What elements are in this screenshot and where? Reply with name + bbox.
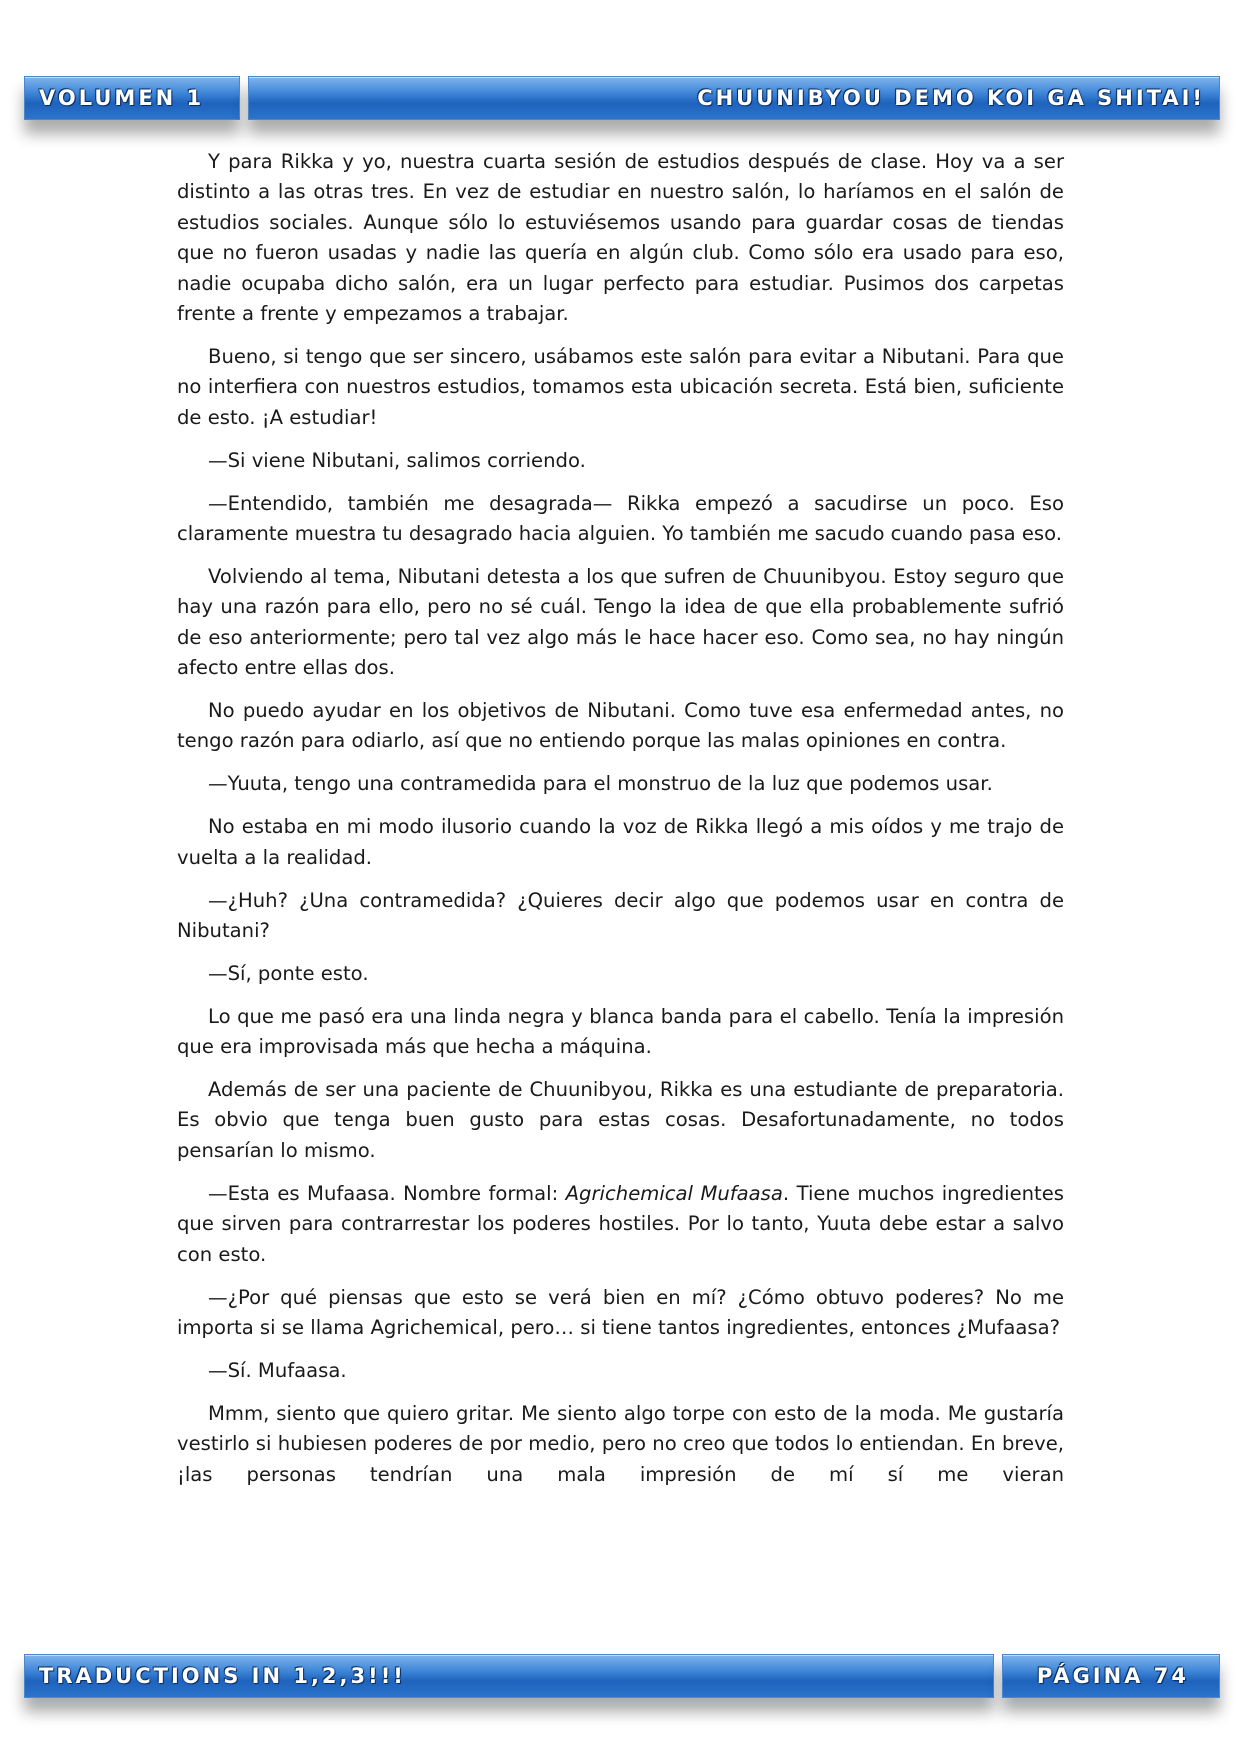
paragraph: —Sí, ponte esto.: [208, 961, 369, 985]
paragraph: —Si viene Nibutani, salimos corriendo.: [208, 448, 586, 472]
paragraph: —Yuuta, tengo una contramedida para el monstruo de la luz que podemos usar.: [208, 772, 993, 796]
paragraph-text: —Esta es Mufaasa. Nombre formal:: [208, 1181, 566, 1205]
paragraph-mufaasa: [177, 1179, 1064, 1270]
footer-credits-bar: [24, 1654, 994, 1698]
header-volume-bar: [24, 76, 240, 120]
footer-page-bar: [1002, 1654, 1220, 1698]
paragraph: —Sí. Mufaasa.: [208, 1358, 347, 1382]
series-title: CHUUNIBYOU DEMO KOI GA SHITAI!: [697, 86, 1205, 110]
paragraph: —¿Por qué piensas que esto se verá bien en mí? ¿Cómo obtuvo poderes? No me importa si se llama Agrichemical, pero… si tiene tantos ingredientes, entonces ¿Mufaasa?: [177, 1285, 1064, 1339]
page-number: PÁGINA 74: [1036, 1664, 1189, 1688]
paragraph: Además de ser una paciente de Chuunibyou, Rikka es una estudiante de preparatoria. Es obvio que tenga buen gusto para estas cosas. Desafortunadamente, no todos pensarían lo mismo.: [177, 1078, 1064, 1162]
paragraph-text: . Tiene muchos ingredientes que sirven para contrarrestar los poderes hostiles. Por lo tanto, Yuuta debe estar a salvo con esto.: [177, 1181, 1064, 1266]
paragraph: No estaba en mi modo ilusorio cuando la voz de Rikka llegó a mis oídos y me trajo de vuelta a la realidad.: [177, 815, 1064, 869]
volume-label: VOLUMEN 1: [39, 86, 205, 110]
header-title-bar: [248, 76, 1220, 120]
credits-label: TRADUCTIONS IN 1,2,3!!!: [39, 1664, 406, 1688]
paragraph: Bueno, si tengo que ser sincero, usábamos este salón para evitar a Nibutani. Para que no interfiera con nuestros estudios, tomamos esta ubicación secreta. Está bien, suficiente de esto. ¡A estudiar!: [177, 344, 1064, 429]
paragraph: Y para Rikka y yo, nuestra cuarta sesión de estudios después de clase. Hoy va a ser distinto a las otras tres. En vez de estudiar en nuestro salón, lo haríamos en el salón de estudios sociales. Aunque sólo lo estuviésemos usando para guardar cosas de tiendas que no fueron usadas y nadie las quería en algún club. Como sólo era usado para eso, nadie ocupaba dicho salón, era un lugar perfecto para estudiar. Pusimos dos carpetas frente a frente y empezamos a trabajar.: [177, 150, 1064, 326]
paragraph: Lo que me pasó era una linda negra y blanca banda para el cabello. Tenía la impresión que era improvisada más que hecha a máquina.: [177, 1004, 1064, 1059]
paragraph: No puedo ayudar en los objetivos de Nibutani. Como tuve esa enfermedad antes, no tengo razón para odiarlo, así que no entiendo porque las malas opiniones en contra.: [177, 699, 1064, 753]
italic-name: Agrichemical Mufaasa: [565, 1181, 783, 1205]
body-text: [177, 147, 1064, 1490]
paragraph: Volviendo al tema, Nibutani detesta a los que sufren de Chuunibyou. Estoy seguro que hay una razón para ello, pero no sé cuál. Tengo la idea de que ella probablemente sufrió de eso anteriormente; pero tal vez algo más le hace hacer eso. Como sea, no hay ningún afecto entre ellas dos.: [177, 564, 1064, 680]
paragraph: —¿Huh? ¿Una contramedida? ¿Quieres decir algo que podemos usar en contra de Nibutani?: [177, 888, 1064, 942]
paragraph: Mmm, siento que quiero gritar. Me siento algo torpe con esto de la moda. Me gustaría vestirlo si hubiesen poderes de por medio, pero no creo que todos lo entiendan. En breve, ¡las personas tendrían una mala impresión de mí sí me vieran: [177, 1401, 1064, 1486]
paragraph: —Entendido, también me desagrada— Rikka empezó a sacudirse un poco. Eso claramente muestra tu desagrado hacia alguien. Yo también me sacudo cuando pasa eso.: [177, 491, 1064, 545]
